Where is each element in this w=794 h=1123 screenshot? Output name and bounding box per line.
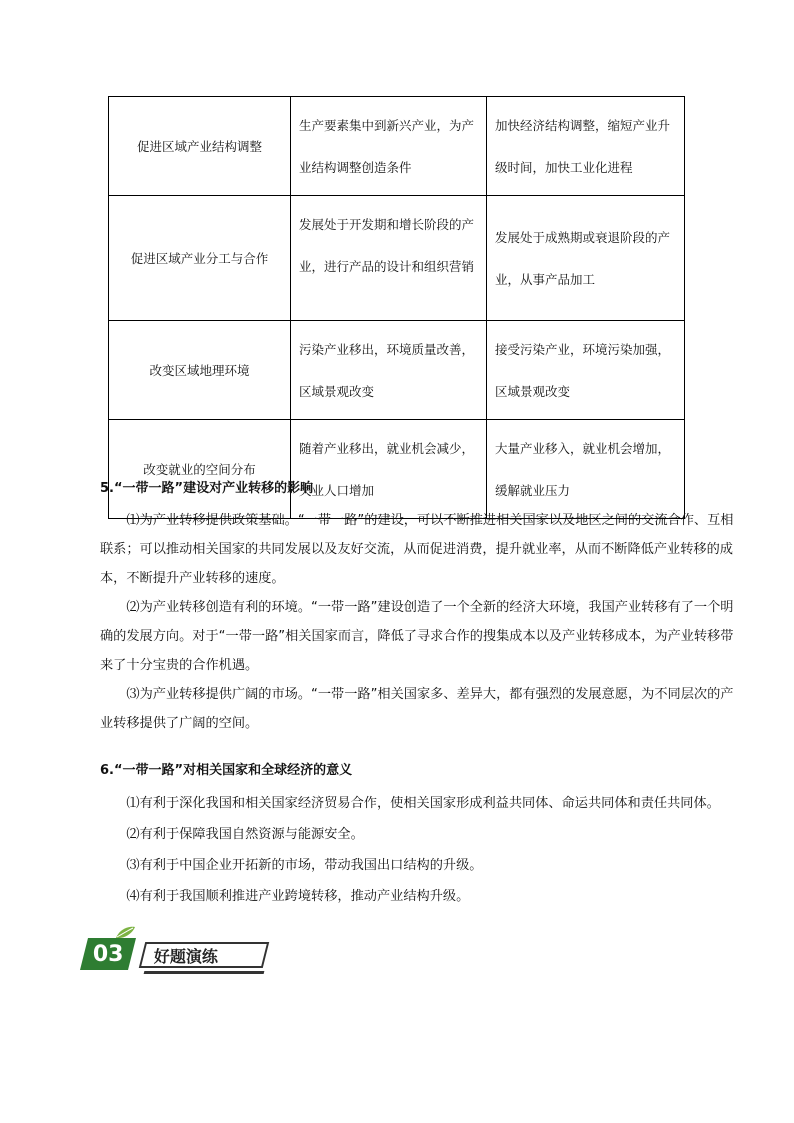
- transfer-in-cell: 发展处于成熟期或衰退阶段的产业，从事产品加工: [487, 196, 685, 321]
- transfer-in-cell: 加快经济结构调整，缩短产业升级时间，加快工业化进程: [487, 97, 685, 196]
- section-banner: [84, 926, 274, 974]
- banner-number: 03: [92, 941, 124, 967]
- industry-transfer-effects-table: [108, 96, 685, 519]
- paragraph: ⑴为产业转移提供政策基础。“一带一路”的建设，可以不断推进相关国家以及地区之间的交流合作、互相联系；可以推动相关国家的共同发展以及友好交流，从而促进消费，提升就业率，从而不断降低产业转移的成本，不断提升产业转移的速度。: [100, 513, 734, 586]
- banner-number-badge: [80, 938, 136, 970]
- paragraph: ⑵有利于保障我国自然资源与能源安全。: [126, 827, 364, 842]
- section-belt-road-impact: [100, 478, 740, 738]
- table-row: [109, 196, 685, 321]
- banner-title-box: [139, 942, 269, 968]
- transfer-out-cell: 随着产业移出，就业机会减少，失业人口增加: [291, 420, 487, 519]
- table-row: [109, 321, 685, 420]
- paragraph: ⑴有利于深化我国和相关国家经济贸易合作，使相关国家形成利益共同体、命运共同体和责任共同体。: [126, 796, 720, 811]
- transfer-in-cell: 大量产业移入，就业机会增加，缓解就业压力: [487, 420, 685, 519]
- transfer-out-cell: 发展处于开发期和增长阶段的产业，进行产品的设计和组织营销: [291, 196, 487, 321]
- section-belt-road-significance: [100, 760, 740, 912]
- paragraph: ⑷有利于我国顺利推进产业跨境转移，推动产业结构升级。: [126, 889, 470, 904]
- paragraph: ⑶为产业转移提供广阔的市场。“一带一路”相关国家多、差异大，都有强烈的发展意愿，为不同层次的产业转移提供了广阔的空间。: [100, 687, 734, 731]
- banner-title: 好题演练: [154, 946, 219, 966]
- aspect-cell: 促进区域产业分工与合作: [109, 196, 291, 321]
- aspect-cell: 改变就业的空间分布: [109, 420, 291, 519]
- aspect-cell: 改变区域地理环境: [109, 321, 291, 420]
- aspect-cell: 促进区域产业结构调整: [109, 97, 291, 196]
- transfer-out-cell: 生产要素集中到新兴产业，为产业结构调整创造条件: [291, 97, 487, 196]
- transfer-out-cell: 污染产业移出，环境质量改善，区域景观改变: [291, 321, 487, 420]
- banner-underline: [144, 971, 265, 974]
- section-heading: 6.“一带一路”对相关国家和全球经济的意义: [100, 763, 353, 778]
- paragraph: ⑶有利于中国企业开拓新的市场，带动我国出口结构的升级。: [126, 858, 483, 873]
- table-row: [109, 97, 685, 196]
- transfer-in-cell: 接受污染产业，环境污染加强，区域景观改变: [487, 321, 685, 420]
- paragraph: ⑵为产业转移创造有利的环境。“一带一路”建设创造了一个全新的经济大环境，我国产业转移有了一个明确的发展方向。对于“一带一路”相关国家而言，降低了寻求合作的搜集成本以及产业转移成本，为产业转移带来了十分宝贵的合作机遇。: [100, 600, 734, 673]
- section-heading: 5.“一带一路”建设对产业转移的影响: [100, 481, 314, 496]
